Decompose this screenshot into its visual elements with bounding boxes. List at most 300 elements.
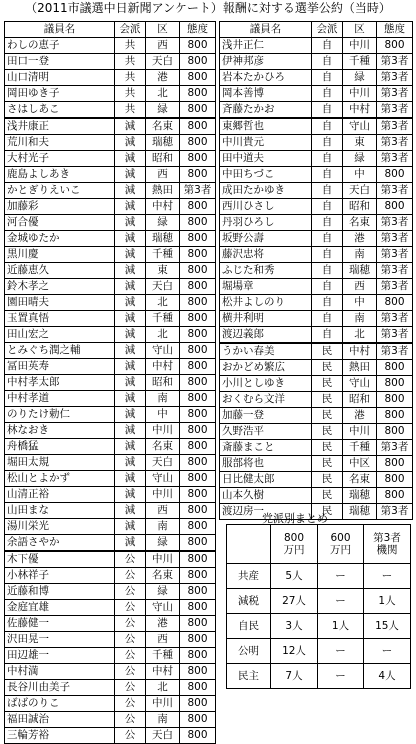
member-name: 堀場章 xyxy=(220,279,312,295)
member-name: 成田たかゆき xyxy=(220,183,312,199)
member-ward: 北 xyxy=(343,327,377,344)
member-row xyxy=(5,102,216,119)
member-ward: 千種 xyxy=(146,648,180,664)
member-ward: 名東 xyxy=(343,215,377,231)
member-stance: 800 xyxy=(180,680,216,696)
member-stance: 800 xyxy=(180,247,216,263)
member-stance: 800 xyxy=(180,215,216,231)
member-ward: 南 xyxy=(343,311,377,327)
member-ward: 緑 xyxy=(146,215,180,231)
member-stance: 第3者 xyxy=(377,440,413,456)
member-row xyxy=(5,183,216,199)
member-name: 岡本善博 xyxy=(220,86,312,102)
member-stance: 800 xyxy=(180,102,216,119)
member-party: 民 xyxy=(312,456,343,472)
member-row xyxy=(220,488,413,504)
member-stance: 800 xyxy=(180,263,216,279)
member-ward: 天白 xyxy=(146,728,180,744)
member-name: 横井利明 xyxy=(220,311,312,327)
member-name: 福田誠治 xyxy=(5,712,115,728)
member-row xyxy=(5,199,216,215)
member-row xyxy=(220,247,413,263)
summary-header-800: 800 万円 xyxy=(271,525,318,564)
member-stance: 第3者 xyxy=(377,86,413,102)
member-row xyxy=(5,600,216,616)
member-party: 減 xyxy=(115,151,146,167)
member-party: 公 xyxy=(115,584,146,600)
member-row xyxy=(5,519,216,535)
header-name: 議員名 xyxy=(220,22,312,38)
member-row xyxy=(220,118,413,135)
member-stance: 第3者 xyxy=(377,231,413,247)
member-stance: 800 xyxy=(180,311,216,327)
member-row xyxy=(5,70,216,86)
member-name: 山田まな xyxy=(5,503,115,519)
member-row xyxy=(5,616,216,632)
member-ward: 瑞穂 xyxy=(146,231,180,247)
member-stance: 800 xyxy=(377,408,413,424)
member-party: 自 xyxy=(312,70,343,86)
member-name: 松山とよかず xyxy=(5,471,115,487)
member-party: 自 xyxy=(312,38,343,54)
header-ward: 区 xyxy=(343,22,377,38)
member-party: 減 xyxy=(115,327,146,343)
member-stance: 第3者 xyxy=(377,118,413,135)
left-member-table xyxy=(4,21,216,744)
member-stance: 800 xyxy=(180,135,216,151)
member-name: 西川ひさし xyxy=(220,199,312,215)
member-party: 減 xyxy=(115,295,146,311)
member-ward: 瑞穂 xyxy=(343,488,377,504)
member-name: 岡田ゆき子 xyxy=(5,86,115,102)
member-ward: 中川 xyxy=(146,487,180,503)
member-ward: 北 xyxy=(146,86,180,102)
member-name: 近藤和博 xyxy=(5,584,115,600)
member-ward: 守山 xyxy=(146,471,180,487)
member-ward: 北 xyxy=(146,680,180,696)
member-party: 減 xyxy=(115,118,146,135)
member-row xyxy=(220,360,413,376)
member-stance: 800 xyxy=(180,487,216,503)
member-stance: 800 xyxy=(180,391,216,407)
member-stance: 第3者 xyxy=(377,70,413,86)
member-stance: 800 xyxy=(180,38,216,54)
member-row xyxy=(5,279,216,295)
summary-third-party: ー xyxy=(364,564,411,589)
member-ward: 南 xyxy=(146,519,180,535)
summary-600: ー xyxy=(318,589,364,614)
member-ward: 守山 xyxy=(146,343,180,359)
member-stance: 800 xyxy=(180,423,216,439)
member-party: 減 xyxy=(115,199,146,215)
member-name: 加藤彩 xyxy=(5,199,115,215)
summary-party: 公明 xyxy=(227,639,271,664)
member-row xyxy=(5,311,216,327)
member-stance: 800 xyxy=(180,151,216,167)
member-name: 山清正裕 xyxy=(5,487,115,503)
member-row xyxy=(5,551,216,568)
member-ward: 瑞穂 xyxy=(146,135,180,151)
summary-600: ー xyxy=(318,639,364,664)
member-name: 中村孝道 xyxy=(5,391,115,407)
member-name: 三輪芳裕 xyxy=(5,728,115,744)
header-party: 会派 xyxy=(312,22,343,38)
member-row xyxy=(5,263,216,279)
member-party: 減 xyxy=(115,215,146,231)
member-row xyxy=(5,503,216,519)
member-ward: 名東 xyxy=(343,472,377,488)
member-party: 自 xyxy=(312,54,343,70)
member-row xyxy=(220,424,413,440)
summary-600: ー xyxy=(318,664,364,689)
member-stance: 800 xyxy=(180,600,216,616)
member-party: 減 xyxy=(115,471,146,487)
member-party: 民 xyxy=(312,440,343,456)
member-ward: 天白 xyxy=(146,279,180,295)
header-party: 会派 xyxy=(115,22,146,38)
member-ward: 中村 xyxy=(146,359,180,375)
member-name: 金城ゆたか xyxy=(5,231,115,247)
member-stance: 800 xyxy=(180,632,216,648)
member-name: 東郷哲也 xyxy=(220,118,312,135)
member-stance: 800 xyxy=(180,295,216,311)
member-ward: 守山 xyxy=(146,600,180,616)
member-party: 公 xyxy=(115,600,146,616)
member-name: 余語さやか xyxy=(5,535,115,552)
member-name: 沢田晃一 xyxy=(5,632,115,648)
member-party: 民 xyxy=(312,408,343,424)
member-stance: 800 xyxy=(180,712,216,728)
member-name: 浅井康正 xyxy=(5,118,115,135)
member-row xyxy=(5,535,216,552)
member-row xyxy=(5,471,216,487)
member-stance: 800 xyxy=(180,696,216,712)
member-row xyxy=(5,487,216,503)
member-party: 減 xyxy=(115,231,146,247)
member-row xyxy=(220,376,413,392)
member-party: 公 xyxy=(115,696,146,712)
member-name: 日比健太郎 xyxy=(220,472,312,488)
member-stance: 800 xyxy=(180,471,216,487)
member-stance: 第3者 xyxy=(377,102,413,119)
header-name: 議員名 xyxy=(5,22,115,38)
member-ward: 南 xyxy=(343,247,377,263)
member-party: 自 xyxy=(312,327,343,344)
member-party: 減 xyxy=(115,391,146,407)
member-ward: 中川 xyxy=(343,86,377,102)
member-party: 自 xyxy=(312,151,343,167)
member-party: 公 xyxy=(115,664,146,680)
member-row xyxy=(5,696,216,712)
member-row xyxy=(220,231,413,247)
summary-800: 27人 xyxy=(271,589,318,614)
member-stance: 800 xyxy=(377,472,413,488)
member-row xyxy=(5,423,216,439)
member-row xyxy=(220,199,413,215)
summary-800: 3人 xyxy=(271,614,318,639)
member-party: 公 xyxy=(115,568,146,584)
member-ward: 緑 xyxy=(146,535,180,552)
member-ward: 緑 xyxy=(343,151,377,167)
member-stance: 800 xyxy=(377,424,413,440)
member-row xyxy=(5,38,216,54)
member-stance: 第3者 xyxy=(377,343,413,360)
member-ward: 名東 xyxy=(146,439,180,455)
member-ward: 西 xyxy=(146,632,180,648)
member-ward: 中村 xyxy=(343,102,377,119)
member-party: 減 xyxy=(115,503,146,519)
member-row xyxy=(220,167,413,183)
member-stance: 800 xyxy=(180,167,216,183)
member-stance: 800 xyxy=(180,407,216,423)
member-row xyxy=(220,102,413,119)
member-row xyxy=(220,311,413,327)
member-name: 佐藤健一 xyxy=(5,616,115,632)
member-stance: 800 xyxy=(180,648,216,664)
member-row xyxy=(5,54,216,70)
member-row xyxy=(5,391,216,407)
member-ward: 中区 xyxy=(343,456,377,472)
member-row xyxy=(5,568,216,584)
member-name: 小川としゆき xyxy=(220,376,312,392)
member-party: 減 xyxy=(115,263,146,279)
member-row xyxy=(220,263,413,279)
member-party: 公 xyxy=(115,728,146,744)
member-party: 民 xyxy=(312,504,343,520)
member-ward: 熱田 xyxy=(343,360,377,376)
member-stance: 第3者 xyxy=(377,54,413,70)
member-name: 渡辺義郎 xyxy=(220,327,312,344)
member-stance: 第3者 xyxy=(377,135,413,151)
member-ward: 中 xyxy=(343,295,377,311)
member-row xyxy=(5,407,216,423)
member-ward: 千種 xyxy=(343,54,377,70)
member-name: 松井よしのり xyxy=(220,295,312,311)
member-name: かとぎりえいこ xyxy=(5,183,115,199)
member-stance: 800 xyxy=(180,664,216,680)
member-row xyxy=(5,712,216,728)
member-name: 服部将也 xyxy=(220,456,312,472)
summary-row xyxy=(227,564,411,589)
member-party: 公 xyxy=(115,632,146,648)
member-stance: 800 xyxy=(180,231,216,247)
member-name: 黒川慶 xyxy=(5,247,115,263)
member-stance: 800 xyxy=(377,488,413,504)
member-party: 減 xyxy=(115,535,146,552)
member-party: 共 xyxy=(115,86,146,102)
member-ward: 昭和 xyxy=(146,151,180,167)
member-ward: 中村 xyxy=(343,343,377,360)
member-row xyxy=(220,86,413,102)
member-party: 自 xyxy=(312,231,343,247)
member-stance: 800 xyxy=(377,199,413,215)
member-party: 自 xyxy=(312,183,343,199)
member-name: 丹羽ひろし xyxy=(220,215,312,231)
member-row xyxy=(220,456,413,472)
member-name: ばばのりこ xyxy=(5,696,115,712)
member-name: 中川貴元 xyxy=(220,135,312,151)
member-ward: 昭和 xyxy=(146,375,180,391)
member-row xyxy=(5,375,216,391)
summary-600: ー xyxy=(318,564,364,589)
member-stance: 800 xyxy=(180,343,216,359)
member-name: おくむら文洋 xyxy=(220,392,312,408)
member-ward: 中川 xyxy=(146,423,180,439)
summary-third-party: 4人 xyxy=(364,664,411,689)
member-party: 民 xyxy=(312,360,343,376)
member-stance: 第3者 xyxy=(377,215,413,231)
member-ward: 名東 xyxy=(146,568,180,584)
member-ward: 熱田 xyxy=(146,183,180,199)
member-ward: 南 xyxy=(146,391,180,407)
member-name: 伊神邦彦 xyxy=(220,54,312,70)
member-name: とみぐち潤之輔 xyxy=(5,343,115,359)
member-name: 浅井正仁 xyxy=(220,38,312,54)
member-ward: 中村 xyxy=(146,199,180,215)
member-ward: 緑 xyxy=(146,102,180,119)
member-row xyxy=(220,215,413,231)
member-name: 山口清明 xyxy=(5,70,115,86)
member-row xyxy=(220,392,413,408)
member-name: 湯川栄光 xyxy=(5,519,115,535)
member-stance: 800 xyxy=(180,439,216,455)
member-name: ふじた和秀 xyxy=(220,263,312,279)
member-name: 鈴木孝之 xyxy=(5,279,115,295)
member-ward: 天白 xyxy=(146,54,180,70)
member-name: 近藤恵久 xyxy=(5,263,115,279)
header-row xyxy=(5,22,216,38)
summary-row xyxy=(227,614,411,639)
member-name: 加藤一登 xyxy=(220,408,312,424)
member-name: うかい春美 xyxy=(220,343,312,360)
summary-party: 減税 xyxy=(227,589,271,614)
member-party: 民 xyxy=(312,424,343,440)
member-ward: 天白 xyxy=(343,183,377,199)
member-stance: 800 xyxy=(180,327,216,343)
member-party: 自 xyxy=(312,247,343,263)
summary-party: 共産 xyxy=(227,564,271,589)
header-row xyxy=(220,22,413,38)
member-party: 民 xyxy=(312,343,343,360)
member-ward: 港 xyxy=(343,408,377,424)
member-ward: 中川 xyxy=(343,38,377,54)
member-name: 田辺雄一 xyxy=(5,648,115,664)
member-ward: 守山 xyxy=(343,118,377,135)
member-name: わしの恵子 xyxy=(5,38,115,54)
member-name: 舟橋猛 xyxy=(5,439,115,455)
member-ward: 西 xyxy=(146,503,180,519)
member-stance: 第3者 xyxy=(180,183,216,199)
member-ward: 昭和 xyxy=(343,199,377,215)
member-stance: 800 xyxy=(180,279,216,295)
member-stance: 800 xyxy=(180,375,216,391)
member-party: 減 xyxy=(115,135,146,151)
member-row xyxy=(5,247,216,263)
member-party: 自 xyxy=(312,311,343,327)
member-stance: 800 xyxy=(180,503,216,519)
member-stance: 800 xyxy=(377,392,413,408)
member-row xyxy=(5,680,216,696)
member-stance: 800 xyxy=(180,86,216,102)
member-name: 藤沢忠将 xyxy=(220,247,312,263)
member-ward: 北 xyxy=(146,327,180,343)
member-row xyxy=(220,408,413,424)
member-name: 斉藤たかお xyxy=(220,102,312,119)
member-ward: 中 xyxy=(343,167,377,183)
member-row xyxy=(5,455,216,471)
member-name: 荒川和夫 xyxy=(5,135,115,151)
member-party: 自 xyxy=(312,215,343,231)
member-ward: 西 xyxy=(146,38,180,54)
member-row xyxy=(220,472,413,488)
member-name: 中田ちづこ xyxy=(220,167,312,183)
member-ward: 東 xyxy=(343,135,377,151)
member-ward: 港 xyxy=(343,231,377,247)
member-ward: 瑞穂 xyxy=(343,263,377,279)
member-stance: 800 xyxy=(377,376,413,392)
member-party: 減 xyxy=(115,519,146,535)
member-name: 園田晴夫 xyxy=(5,295,115,311)
member-name: 林なおき xyxy=(5,423,115,439)
member-ward: 緑 xyxy=(343,70,377,86)
member-ward: 南 xyxy=(146,712,180,728)
member-name: 中村孝太郎 xyxy=(5,375,115,391)
member-name: 木下優 xyxy=(5,551,115,568)
member-name: 斎藤まこと xyxy=(220,440,312,456)
member-party: 民 xyxy=(312,488,343,504)
member-row xyxy=(5,327,216,343)
member-name: 河合優 xyxy=(5,215,115,231)
member-party: 民 xyxy=(312,472,343,488)
member-ward: 中 xyxy=(146,407,180,423)
member-party: 減 xyxy=(115,487,146,503)
member-party: 減 xyxy=(115,343,146,359)
member-party: 公 xyxy=(115,551,146,568)
member-stance: 800 xyxy=(180,118,216,135)
member-party: 共 xyxy=(115,70,146,86)
member-party: 減 xyxy=(115,359,146,375)
member-row xyxy=(5,215,216,231)
member-party: 自 xyxy=(312,86,343,102)
member-stance: 第3者 xyxy=(377,311,413,327)
summary-800: 7人 xyxy=(271,664,318,689)
summary-row xyxy=(227,664,411,689)
member-row xyxy=(5,295,216,311)
member-row xyxy=(220,151,413,167)
member-row xyxy=(5,231,216,247)
member-row xyxy=(5,728,216,744)
member-row xyxy=(5,167,216,183)
member-name: 長谷川由美子 xyxy=(5,680,115,696)
member-party: 減 xyxy=(115,279,146,295)
member-stance: 800 xyxy=(180,70,216,86)
member-party: 自 xyxy=(312,263,343,279)
member-party: 自 xyxy=(312,279,343,295)
member-party: 減 xyxy=(115,167,146,183)
summary-800: 5人 xyxy=(271,564,318,589)
member-ward: 千種 xyxy=(146,247,180,263)
member-ward: 西 xyxy=(146,167,180,183)
member-name: のりたけ勅仁 xyxy=(5,407,115,423)
member-name: 小林祥子 xyxy=(5,568,115,584)
member-name: 金庭宜雄 xyxy=(5,600,115,616)
member-party: 減 xyxy=(115,183,146,199)
member-party: 自 xyxy=(312,167,343,183)
member-row xyxy=(220,440,413,456)
header-ward: 区 xyxy=(146,22,180,38)
member-name: 中村満 xyxy=(5,664,115,680)
member-stance: 第3者 xyxy=(377,263,413,279)
